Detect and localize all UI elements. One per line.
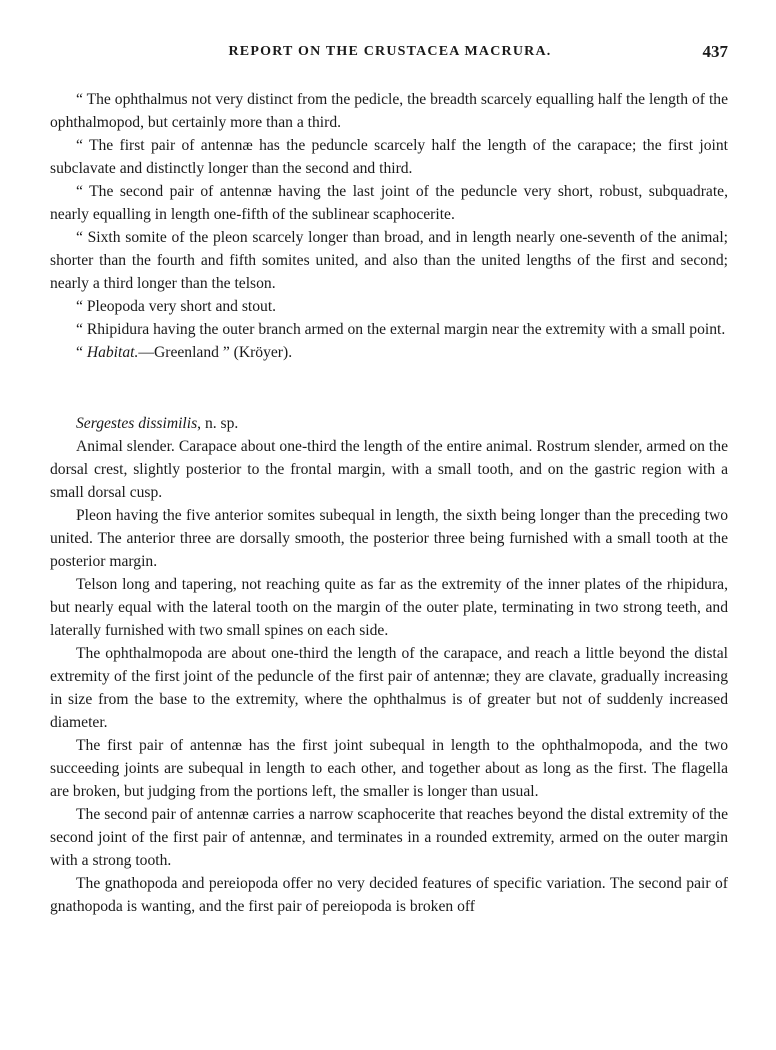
paragraph: “ Sixth somite of the pleon scarcely longer than broad, and in length nearly one-seventh of the animal; shorter than the fourth and fifth somites united, and also than the united lengths of the first and second; nearly a third longer than the telson. bbox=[50, 229, 728, 292]
species-description bbox=[50, 435, 728, 918]
habitat-label: Habitat. bbox=[86, 344, 139, 361]
paragraph: The second pair of antennæ carries a narrow scaphocerite that reaches beyond the distal extremity of the second joint of the first pair of antennæ, and terminates in a rounded extremity, armed on the outer margin with a strong tooth. bbox=[50, 806, 728, 869]
paragraph: Pleon having the five anterior somites subequal in length, the sixth being longer than the preceding two united. The anterior three are dorsally smooth, the posterior three being furnished with a small tooth at the posterior margin. bbox=[50, 507, 728, 570]
body-text bbox=[50, 88, 728, 918]
paragraph: The first pair of antennæ has the first joint subequal in length to the ophthalmopoda, and the two succeeding joints are subequal in length to each other, and together about as long as the first. The flagella are broken, but judging from the portions left, the smaller is longer than usual. bbox=[50, 737, 728, 800]
paragraph: The ophthalmopoda are about one-third the length of the carapace, and reach a little beyond the distal extremity of the first joint of the peduncle of the first pair of antennæ; they are clavate, gradually increasing in size from the base to the extremity, where the ophthalmus is of greater but not of suddenly increased diameter. bbox=[50, 645, 728, 731]
paragraph: “ The ophthalmus not very distinct from the pedicle, the breadth scarcely equalling half the length of the ophthalmopod, but certainly more than a third. bbox=[50, 91, 728, 131]
paragraph: “ The first pair of antennæ has the peduncle scarcely half the length of the carapace; the first joint subclavate and distinctly longer than the second and third. bbox=[50, 137, 728, 177]
paragraph: “ The second pair of antennæ having the last joint of the peduncle very short, robust, subquadrate, nearly equalling in length one-fifth of the sublinear scaphocerite. bbox=[50, 183, 728, 223]
paragraph: Telson long and tapering, not reaching quite as far as the extremity of the inner plates of the rhipidura, but nearly equal with the lateral tooth on the margin of the outer plate, terminating in two strong teeth, and laterally furnished with two small spines on each side. bbox=[50, 576, 728, 639]
habitat-text: —Greenland ” (Kröyer). bbox=[138, 344, 293, 361]
species-heading bbox=[50, 412, 728, 435]
quoted-description bbox=[50, 88, 728, 364]
habitat-line bbox=[50, 341, 728, 364]
species-name: Sergestes dissimilis bbox=[76, 415, 198, 432]
paragraph: Animal slender. Carapace about one-third the length of the entire animal. Rostrum slender, armed on the dorsal crest, slightly posterior to the frontal margin, with a small tooth, and on the gastric region with a small dorsal cusp. bbox=[50, 438, 728, 501]
habitat-open-quote: “ bbox=[76, 344, 87, 361]
page-header bbox=[52, 44, 728, 68]
paragraph: “ Pleopoda very short and stout. bbox=[76, 298, 277, 315]
paragraph: The gnathopoda and pereiopoda offer no very decided features of specific variation. The second pair of gnathopoda is wanting, and the first pair of pereiopoda is broken off bbox=[50, 875, 728, 915]
species-suffix: , n. sp. bbox=[197, 415, 239, 432]
running-title: REPORT ON THE CRUSTACEA MACRURA. bbox=[228, 44, 552, 59]
paragraph: “ Rhipidura having the outer branch armed on the external margin near the extremity with a small point. bbox=[76, 321, 726, 338]
page-number: 437 bbox=[702, 42, 728, 61]
